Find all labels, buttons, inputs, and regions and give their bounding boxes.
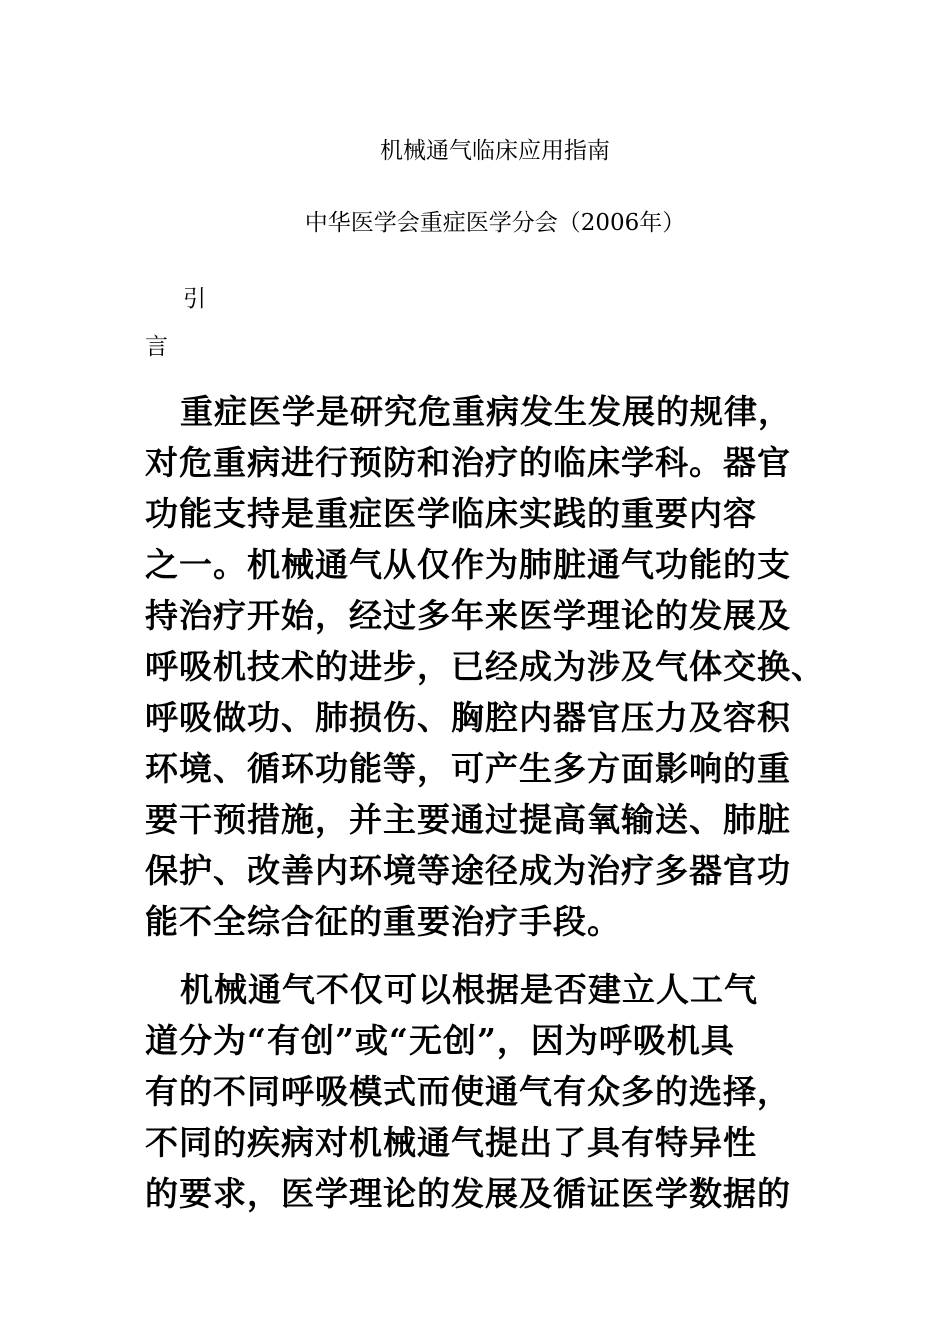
paragraph1-line: 环境、循环功能等，可产生多方面影响的重 xyxy=(145,749,791,788)
paragraph2-line: 有的不同呼吸模式而使通气有众多的选择， xyxy=(145,1072,791,1111)
paragraph2-line: 机械通气不仅可以根据是否建立人工气 xyxy=(180,970,758,1009)
document-subtitle: 中华医学会重症医学分会（2006年） xyxy=(304,210,686,236)
paragraph1-line: 功能支持是重症医学临床实践的重要内容 xyxy=(145,494,757,533)
paragraph2-line: 的要求，医学理论的发展及循证医学数据的 xyxy=(145,1174,791,1213)
paragraph1-line: 呼吸机技术的进步，已经成为涉及气体交换、 xyxy=(145,647,825,686)
paragraph1-line: 呼吸做功、肺损伤、胸腔内器官压力及容积 xyxy=(145,698,791,737)
paragraph1-line: 要干预措施，并主要通过提高氧输送、肺脏 xyxy=(145,800,791,839)
paragraph1-line: 能不全综合征的重要治疗手段。 xyxy=(145,902,621,941)
paragraph1-line: 重症医学是研究危重病发生发展的规律， xyxy=(180,392,792,431)
paragraph1-line: 对危重病进行预防和治疗的临床学科。器官 xyxy=(145,443,791,482)
paragraph1-line: 之一。机械通气从仅作为肺脏通气功能的支 xyxy=(145,545,791,584)
paragraph2-line: 不同的疾病对机械通气提出了具有特异性 xyxy=(145,1123,757,1162)
paragraph2-line: 道分为“有创”或“无创”，因为呼吸机具 xyxy=(145,1021,735,1060)
paragraph1-line: 保护、改善内环境等途径成为治疗多器官功 xyxy=(145,851,791,890)
section-heading-char-2: 言 xyxy=(145,334,168,360)
section-heading-char-1: 引 xyxy=(183,286,206,312)
paragraph1-line: 持治疗开始，经过多年来医学理论的发展及 xyxy=(145,596,791,635)
document-title: 机械通气临床应用指南 xyxy=(380,138,610,164)
